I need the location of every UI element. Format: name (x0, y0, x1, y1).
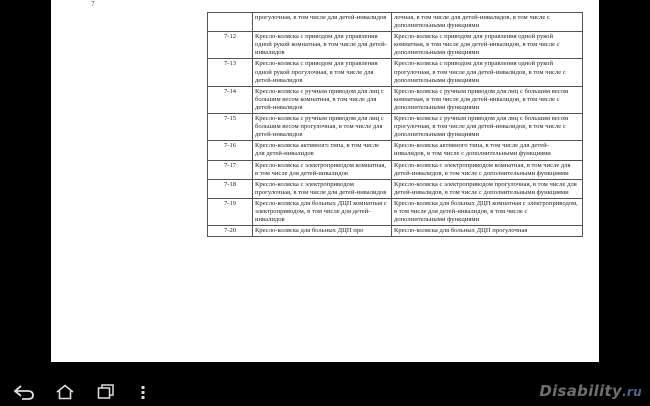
device-description: лочная, в том числе для детей-инвалидов, в том числе с дополнительными функциями (392, 13, 583, 32)
row-number (208, 13, 253, 32)
device-description: Кресло-коляска с приводом для управления одной рукой комнатная, в том числе для детей-инвалидов, в том числе с дополнительными функциями (392, 32, 583, 59)
row-number: 7-12 (208, 32, 253, 59)
device-table (207, 12, 583, 237)
row-number: 7-17 (208, 160, 253, 179)
device-description: Кресло-коляска с ручным приводом для лиц с большим весом комнатная, в том числе для детей-инвалидов, в том числе с дополнительными функциями (392, 86, 583, 113)
menu-button[interactable] (138, 383, 148, 401)
page-number: 7 (91, 0, 95, 8)
device-description: Кресло-коляска с электроприводом комнатная, в том числе для детей-инвалидов, в том числе с дополнительными функциями (392, 160, 583, 179)
device-description: Кресло-коляска с приводом для управления одной рукой прогулочная, в том числе для детей-инвалидов, в том числе с дополнительными функциями (392, 59, 583, 86)
row-number: 7-19 (208, 198, 253, 225)
device-description: Кресло-коляска с ручным приводом для лиц с большим весом прогулочная, в том числе для детей-инвалидов, в том числе с дополнительными функциями (392, 114, 583, 141)
site-watermark (539, 382, 642, 400)
row-number: 7-15 (208, 114, 253, 141)
table-row (208, 13, 583, 32)
table-row (208, 141, 583, 160)
device-description: Кресло-коляска с электроприводом прогулочная, в том числе для детей-инвалидов, в том числе с дополнительными функциями (392, 179, 583, 198)
device-name: Кресло-коляска с электроприводом прогулочная, в том числе для детей-инвалидов (253, 179, 392, 198)
recent-apps-icon (95, 383, 117, 401)
device-name: Кресло-коляска для больных ДЦП комнатная с электроприводом, в том числе для детей-инвалидов (253, 198, 392, 225)
device-name: Кресло-коляска для больных ДЦП про (253, 226, 392, 237)
table-row (208, 226, 583, 237)
watermark-tld: .ru (622, 385, 642, 399)
device-description: Кресло-коляска для больных ДЦП прогулочная (392, 226, 583, 237)
table-row (208, 114, 583, 141)
back-button[interactable] (12, 383, 36, 401)
table-row (208, 160, 583, 179)
row-number: 7-18 (208, 179, 253, 198)
table-row (208, 179, 583, 198)
device-name: Кресло-коляска активного типа, в том числе для детей-инвалидов (253, 141, 392, 160)
table-row (208, 32, 583, 59)
device-name: Кресло-коляска с ручным приводом для лиц с большим весом комнатная, в том числе для детей-инвалидов (253, 86, 392, 113)
device-description: Кресло-коляска для больных ДЦП комнатная с электроприводом, в том числе для детей-инвалидов, в том числе с дополнительными функциями (392, 198, 583, 225)
recent-apps-button[interactable] (95, 383, 117, 401)
device-name: Кресло-коляска с электроприводом комнатная, в том числе для детей-инвалидов (253, 160, 392, 179)
row-number: 7-16 (208, 141, 253, 160)
home-icon (54, 383, 76, 401)
device-name: Кресло-коляска с ручным приводом для лиц с большим весом прогулочная, в том числе для детей-инвалидов (253, 114, 392, 141)
watermark-brand: Disability (539, 382, 623, 400)
table-row (208, 59, 583, 86)
device-description: Кресло-коляска активного типа, в том числе для детей-инвалидов, в том числе с дополнительными функциями (392, 141, 583, 160)
home-button[interactable] (54, 383, 76, 401)
row-number: 7-14 (208, 86, 253, 113)
row-number: 7-20 (208, 226, 253, 237)
table-row (208, 198, 583, 225)
table-row (208, 86, 583, 113)
menu-dots-icon (138, 383, 148, 401)
device-name: Кресло-коляска с приводом для управления одной рукой прогулочная, в том числе для детей-инвалидов (253, 59, 392, 86)
device-name: прогулочная, в том числе для детей-инвалидов (253, 13, 392, 32)
row-number: 7-13 (208, 59, 253, 86)
device-name: Кресло-коляска с приводом для управления одной рукой комнатная, в том числе для детей-инвалидов (253, 32, 392, 59)
document-page (51, 0, 599, 362)
back-arrow-icon (12, 383, 36, 401)
